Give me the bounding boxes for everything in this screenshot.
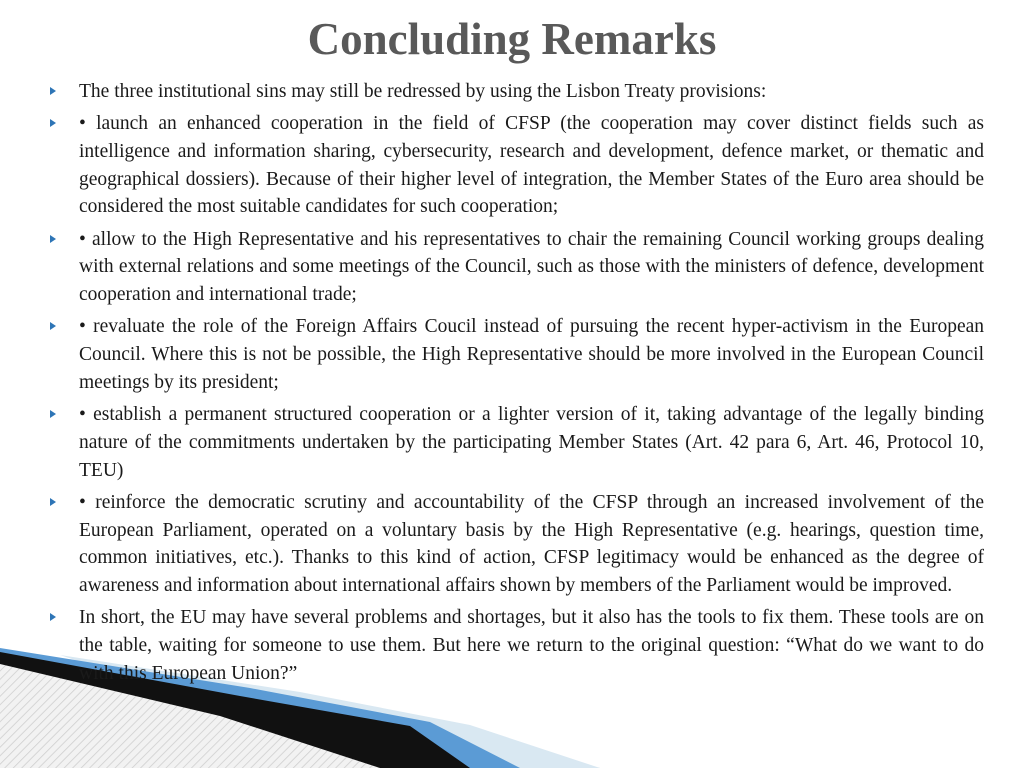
bullet-item bbox=[48, 226, 984, 309]
bullet-text: In short, the EU may have several problems and shortages, but it also has the tools to fix them. These tools are on the table, waiting for someone to use them. But here we return to the original question: “What do we want to do with this European Union?” bbox=[79, 607, 984, 684]
bullet-text: • allow to the High Representative and his representatives to chair the remaining Council working groups dealing with external relations and some meetings of the Council, such as those with the ministers of defence, development cooperation and international trade; bbox=[79, 228, 984, 306]
triangle-bullet-icon bbox=[50, 235, 56, 243]
bullet-item bbox=[48, 313, 984, 396]
bullet-item bbox=[48, 489, 984, 600]
triangle-bullet-icon bbox=[50, 87, 56, 95]
bullet-text: The three institutional sins may still be redressed by using the Lisbon Treaty provisions: bbox=[79, 81, 767, 102]
triangle-bullet-icon bbox=[50, 119, 56, 127]
slide-title: Concluding Remarks bbox=[307, 14, 717, 64]
triangle-bullet-icon bbox=[50, 613, 56, 621]
triangle-bullet-icon bbox=[50, 322, 56, 330]
bullet-text: • launch an enhanced cooperation in the field of CFSP (the cooperation may cover distinct fields such as intelligence and information sharing, cybersecurity, research and development, defence market, or thematic and geographical dossiers). Because of their higher level of integration, the Member States of the Euro area should be considered the most suitable candidates for such cooperation; bbox=[79, 113, 984, 218]
bullet-item bbox=[48, 604, 984, 687]
triangle-bullet-icon bbox=[50, 498, 56, 506]
bullet-text: • establish a permanent structured cooperation or a lighter version of it, taking advantage of the legally binding nature of the commitments undertaken by the participating Member States (Art. 42 para 6, Art. 46, Protocol 10, TEU) bbox=[79, 404, 984, 481]
bullet-text: • reinforce the democratic scrutiny and accountability of the CFSP through an increased involvement of the European Parliament, operated on a voluntary basis by the High Representative (e.g. hearings, question time, common initiatives, etc.). Thanks to this kind of action, CFSP legitimacy would be enhanced as the degree of awareness and information about international affairs shown by members of the Parliament would be improved. bbox=[79, 491, 984, 596]
bullet-text: • revaluate the role of the Foreign Affairs Coucil instead of pursuing the recent hyper-activism in the European Council. Where this is not be possible, the High Representative should be more involved in the European Council meetings by its president; bbox=[79, 316, 984, 393]
bullet-item bbox=[48, 110, 984, 221]
bullet-item bbox=[48, 78, 984, 106]
triangle-bullet-icon bbox=[50, 410, 56, 418]
bullet-item bbox=[48, 401, 984, 484]
bullet-list bbox=[48, 78, 984, 692]
